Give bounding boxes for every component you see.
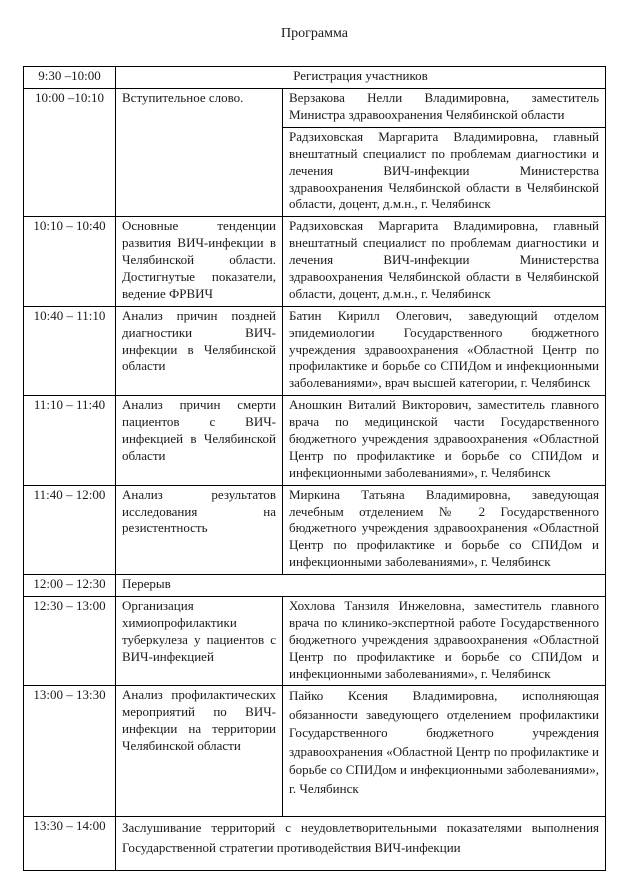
table-row [24, 396, 606, 485]
speaker-cell: Пайко Ксения Владимировна, исполняющая обязанности заведующего отделением профилактики Государственного бюджетного учреждения здравоохранения «Областной Центр по профилактике и борьбе со СПИДом и инфекционными заболеваниями», г. Челябинск [283, 686, 606, 817]
table-row [24, 575, 606, 597]
speaker-cell: Аношкин Виталий Викторович, заместитель главного врача по медицинской части Государственного бюджетного учреждения здравоохранения «Областной Центр по профилактике и борьбе со СПИДом и инфекционными заболеваниями», г. Челябинск [283, 396, 606, 485]
speaker-cell [283, 89, 606, 217]
table-row [24, 217, 606, 306]
time-cell: 10:10 – 10:40 [24, 217, 116, 306]
time-cell: 11:40 – 12:00 [24, 485, 116, 574]
merged-cell: Заслушивание территорий с неудовлетворительными показателями выполнения Государственной стратегии противодействия ВИЧ-инфекции [116, 817, 606, 871]
time-cell: 13:30 – 14:00 [24, 817, 116, 871]
table-row [24, 89, 606, 217]
program-table [23, 66, 606, 871]
speaker-cell: Хохлова Танзиля Инжеловна, заместитель главного врача по клинико-экспертной работе Государственного бюджетного учреждения здравоохранения «Областной Центр по профилактике и борьбе со СПИДом и инфекционными заболеваниями», г. Челябинск [283, 597, 606, 686]
merged-cell: Перерыв [116, 575, 606, 597]
program-table-body [24, 67, 606, 871]
topic-cell: Анализ причин смерти пациентов с ВИЧ-инфекцией в Челябинской области [116, 396, 283, 485]
table-row [24, 597, 606, 686]
topic-cell: Анализ причин поздней диагностики ВИЧ-инфекции в Челябинской области [116, 306, 283, 395]
document-title: Программа [281, 26, 348, 41]
speaker-cell: Радзиховская Маргарита Владимировна, главный внештатный специалист по проблемам диагностики и лечения ВИЧ-инфекции Министерства здравоохранения Челябинской области в Челябинской области, доцент, д.м.н., г. Челябинск [283, 217, 606, 306]
time-cell: 12:00 – 12:30 [24, 575, 116, 597]
table-row [24, 686, 606, 817]
topic-cell: Основные тенденции развития ВИЧ-инфекции в Челябинской области. Достигнутые показатели, ведение ФРВИЧ [116, 217, 283, 306]
speaker-cell: Миркина Татьяна Владимировна, заведующая лечебным отделением № 2 Государственного бюджетного учреждения здравоохранения «Областной Центр по профилактике и борьбе со СПИДом и инфекционными заболеваниями», г. Челябинск [283, 485, 606, 574]
time-cell: 10:40 – 11:10 [24, 306, 116, 395]
speaker-paragraph: Радзиховская Маргарита Владимировна, главный внештатный специалист по проблемам диагностики и лечения ВИЧ-инфекции Министерства здравоохранения Челябинской области в Челябинской области, доцент, д.м.н., г. Челябинск [283, 127, 605, 216]
table-row [24, 67, 606, 89]
topic-cell: Вступительное слово. [116, 89, 283, 217]
time-cell: 11:10 – 11:40 [24, 396, 116, 485]
topic-cell: Анализ результатов исследования на резистентность [116, 485, 283, 574]
merged-cell: Регистрация участников [116, 67, 606, 89]
time-cell: 13:00 – 13:30 [24, 686, 116, 817]
speaker-paragraph: Верзакова Нелли Владимировна, заместитель Министра здравоохранения Челябинской области [289, 90, 600, 122]
topic-cell: Анализ профилактических мероприятий по ВИЧ-инфекции на территории Челябинской области [116, 686, 283, 817]
time-cell: 10:00 –10:10 [24, 89, 116, 217]
time-cell: 9:30 –10:00 [24, 67, 116, 89]
topic-cell: Организация химиопрофилактики туберкулеза у пациентов с ВИЧ-инфекцией [116, 597, 283, 686]
table-row [24, 485, 606, 574]
time-cell: 12:30 – 13:00 [24, 597, 116, 686]
table-row [24, 817, 606, 871]
speaker-cell: Батин Кирилл Олегович, заведующий отделом эпидемиологии Государственного бюджетного учреждения здравоохранения «Областной Центр по профилактике и борьбе со СПИДом и инфекционными заболеваниями», врач высшей категории, г. Челябинск [283, 306, 606, 395]
table-row [24, 306, 606, 395]
